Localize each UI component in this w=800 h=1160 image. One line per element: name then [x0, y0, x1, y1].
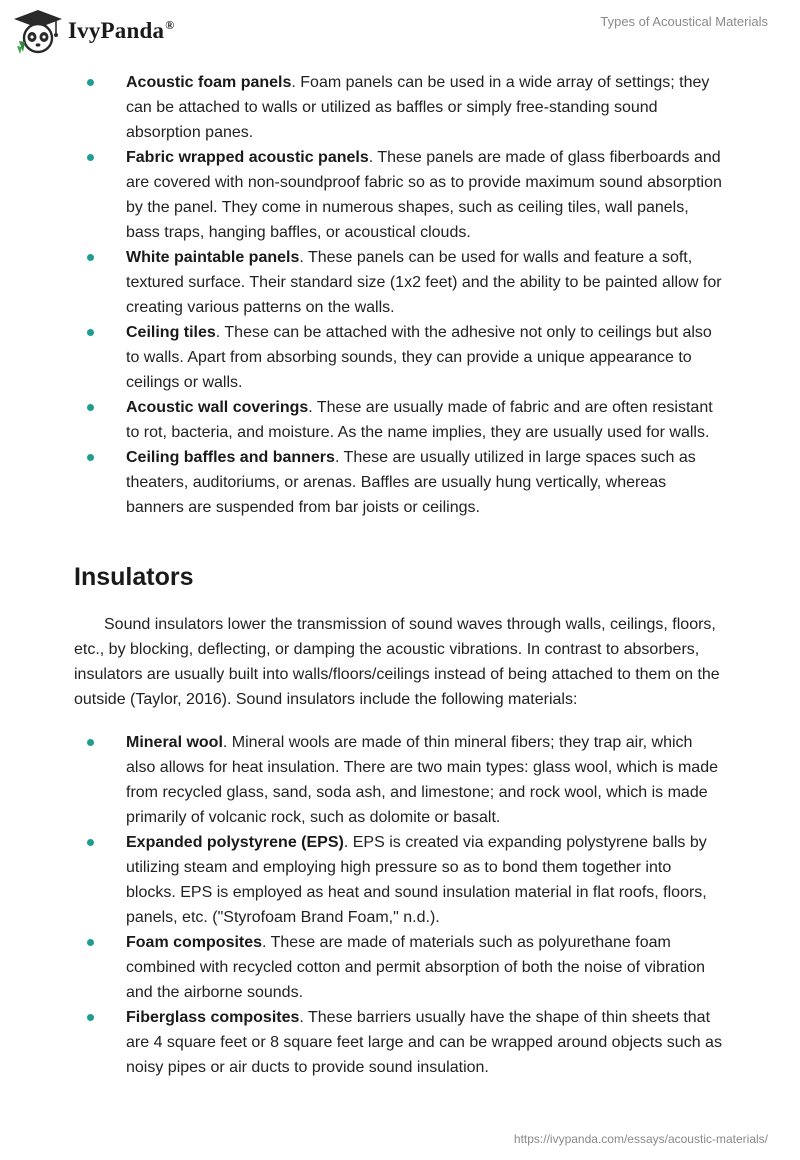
list-item-text: . EPS is created via expanding polystyrene balls by utilizing steam and employing high pressure so as to bond them together into blocks. EPS is employed as heat and sound insulation material in flat roofs, floors, panels, etc. ("Styrofoam Brand Foam," n.d.). [126, 834, 707, 926]
list-item-term: Mineral wool [126, 734, 223, 751]
bullet-icon [87, 79, 94, 86]
list-item-term: White paintable panels [126, 249, 300, 266]
header [0, 0, 800, 60]
list-item [74, 145, 724, 245]
list-item-text: . These are usually utilized in large spaces such as theaters, auditoriums, or arenas. Baffles are usually hung vertically, whereas banners are suspended from bar joists or ceilings. [126, 449, 696, 516]
absorbers-list [74, 70, 724, 520]
list-item-text: . Mineral wools are made of thin mineral fibers; they trap air, which also allows for heat insulation. There are two main types: glass wool, which is made from recycled glass, sand, soda ash, and limestone; and rock wool, which is made primarily of volcanic rock, such as dolomite or basalt. [126, 734, 718, 826]
list-item-text: . These are made of materials such as polyurethane foam combined with recycled cotton and permit absorption of both the noise of vibration and the airborne sounds. [126, 934, 705, 1001]
footer-url[interactable]: https://ivypanda.com/essays/acoustic-materials/ [513, 1132, 768, 1146]
list-item-term: Acoustic foam panels [126, 74, 292, 91]
list-item [74, 730, 724, 830]
panda-logo-icon [12, 8, 64, 54]
list-item [74, 245, 724, 320]
list-item-text: . Foam panels can be used in a wide array of settings; they can be attached to walls or utilized as baffles or simply free-standing sound absorption panes. [126, 74, 710, 141]
list-item-text: . These panels are made of glass fiberboards and are covered with non-soundproof fabric so as to provide maximum sound absorption by the panel. They come in numerous shapes, such as ceiling tiles, wall panels, bass traps, hanging baffles, or acoustical clouds. [126, 149, 722, 241]
list-item-term: Foam composites [126, 934, 263, 951]
list-item [74, 930, 724, 1005]
list-item [74, 830, 724, 930]
bullet-icon [87, 154, 94, 161]
list-item [74, 1005, 724, 1080]
list-item-term: Expanded polystyrene (EPS) [126, 834, 344, 851]
list-item-text: . These panels can be used for walls and feature a soft, textured surface. Their standard size (1x2 feet) and the ability to be painted allow for creating various patterns on the walls. [126, 249, 722, 316]
bullet-icon [87, 1014, 94, 1021]
article-body [74, 70, 724, 1076]
bullet-icon [87, 939, 94, 946]
brand-name: IvyPanda® [68, 18, 175, 43]
insulators-paragraph: Sound insulators lower the transmission of sound waves through walls, ceilings, floors, etc., by blocking, deflecting, or damping the acoustic vibrations. In contrast to absorbers, insulators are usually built into walls/floors/ceilings instead of being attached to them on the outside (Taylor, 2016). Sound insulators include the following materials: [74, 616, 720, 708]
list-item [74, 395, 724, 445]
section-heading-insulators: Insulators [74, 563, 194, 591]
list-item-term: Fiberglass composites [126, 1009, 300, 1026]
list-item-term: Acoustic wall coverings [126, 399, 309, 416]
list-item-term: Fabric wrapped acoustic panels [126, 149, 369, 166]
bullet-icon [87, 254, 94, 261]
bullet-icon [87, 454, 94, 461]
logo[interactable] [12, 8, 174, 54]
page-title: Types of Acoustical Materials [600, 14, 768, 29]
list-item-term: Ceiling tiles [126, 324, 216, 341]
bullet-icon [87, 404, 94, 411]
list-item-text: . These are usually made of fabric and are often resistant to rot, bacteria, and moisture. As the name implies, they are usually used for walls. [126, 399, 713, 441]
bullet-icon [87, 839, 94, 846]
insulators-list [74, 730, 724, 1080]
list-item-term: Ceiling baffles and banners [126, 449, 335, 466]
list-item-text: . These can be attached with the adhesive not only to ceilings but also to walls. Apart from absorbing sounds, they can provide a unique appearance to ceilings or walls. [126, 324, 712, 391]
list-item [74, 320, 724, 395]
list-item [74, 70, 724, 145]
bullet-icon [87, 329, 94, 336]
list-item-text: . These barriers usually have the shape of thin sheets that are 4 square feet or 8 square feet large and can be wrapped around objects such as noisy pipes or air ducts to provide sound insulation. [126, 1009, 722, 1076]
list-item [74, 445, 724, 520]
bullet-icon [87, 739, 94, 746]
